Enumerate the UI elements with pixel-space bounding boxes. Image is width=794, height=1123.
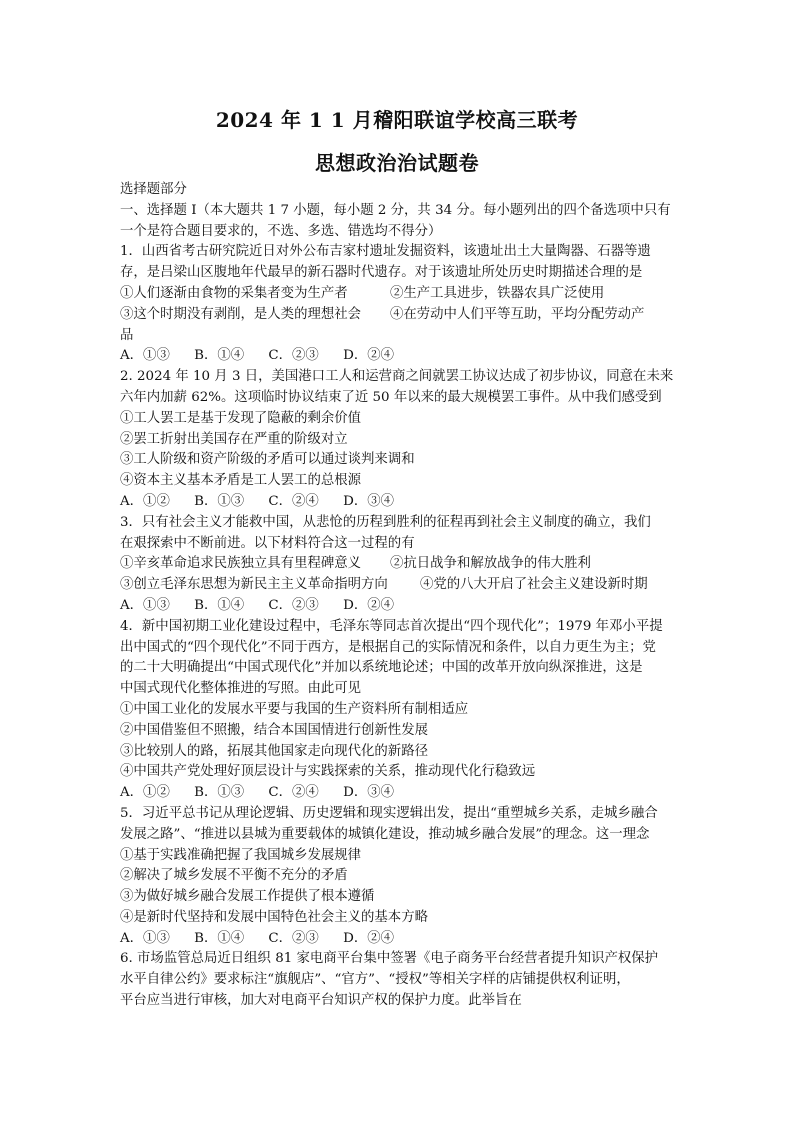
statement-3: ③这个时期没有剥削，是人类的理想社会 (120, 306, 362, 322)
question-stem-line: 平台应当进行审核，加大对电商平台知识产权的保护力度。此举旨在 (120, 993, 522, 1009)
section-part: 选择题部分 (120, 182, 187, 197)
question-1 (120, 242, 680, 367)
exam-title: 2024 年 1 1 月稽阳联谊学校高三联考 (215, 108, 579, 132)
answer-options (120, 596, 680, 617)
statement-1: ①工人罢工是基于发现了隐蔽的剩余价值 (120, 410, 362, 426)
question-stem-line: 3．只有社会主义才能救中国，从悲怆的历程到胜利的征程再到社会主义制度的确立，我们 (120, 514, 651, 530)
statement-2: ②生产工具进步，铁器农具广泛使用 (390, 285, 605, 301)
option-a: A．①③ (120, 930, 170, 946)
option-d: D．②④ (343, 930, 394, 946)
answer-options (120, 492, 680, 513)
question-stem-line: 5．习近平总书记从理论逻辑、历史逻辑和现实逻辑出发，提出“重塑城乡关系，走城乡融合 (120, 805, 658, 821)
option-c: C．②③ (268, 597, 319, 613)
statement-4: ④是新时代坚持和发展中国特色社会主义的基本方略 (120, 909, 428, 925)
statement-3: ③比较别人的路，拓展其他国家走向现代化的新路径 (120, 743, 428, 759)
option-b: B．①③ (194, 493, 245, 509)
statement-2: ②罢工折射出美国存在严重的阶级对立 (120, 431, 348, 447)
statement-3: ③为做好城乡融合发展工作提供了根本遵循 (120, 889, 375, 905)
question-stem-line: 1．山西省考古研究院近日对外公布吉家村遗址发掘资料，该遗址出土大量陶器、石器等遗 (120, 244, 651, 260)
option-b: B．①③ (194, 785, 245, 801)
statement-4: ④中国共产党处理好顶层设计与实践探索的关系，推动现代化行稳致远 (120, 764, 536, 780)
statement-row (120, 305, 680, 326)
answer-options (120, 929, 680, 950)
question-stem-line: 4．新中国初期工业化建设过程中，毛泽东等同志首次提出“四个现代化”；1979 年邓小平提 (120, 618, 663, 634)
statement-1: ①中国工业化的发展水平要与我国的生产资料所有制相适应 (120, 701, 469, 717)
question-stem-line: 存，是吕梁山区腹地年代最早的新石器时代遗存。对于该遗址所处历史时期描述合理的是 (120, 265, 643, 281)
statement-row (120, 284, 680, 305)
question-2 (120, 367, 680, 513)
question-stem-line: 6. 市场监管总局近日组织 81 家电商平台集中签署《电子商务平台经营者提升知识产权保护 (120, 951, 659, 967)
statement-2: ②中国借鉴但不照搬，结合本国国情进行创新性发展 (120, 722, 428, 738)
option-d: D．③④ (343, 785, 394, 801)
option-b: B．①④ (194, 597, 245, 613)
exam-body (120, 180, 680, 1012)
statement-2: ②抗日战争和解放战争的伟大胜利 (390, 556, 591, 572)
statement-1: ①辛亥革命追求民族独立具有里程碑意义 (120, 556, 362, 572)
statement-4: ④资本主义基本矛盾是工人罢工的总根源 (120, 473, 362, 489)
section-instruction-2: 一个是符合题目要求的，不选、多选、错选均不得分） (120, 223, 442, 239)
statement-4: ④在劳动中人们平等互助，平均分配劳动产 (390, 306, 645, 322)
option-d: D．③④ (343, 493, 394, 509)
question-stem-line: 2. 2024 年 10 月 3 日，美国港口工人和运营商之间就罢工协议达成了初步协议，同意在未来 (120, 369, 674, 385)
statement-4-continued: 品 (120, 327, 134, 343)
question-stem-line: 发展之路”、“推进以县城为重要载体的城镇化建设，推动城乡融合发展”的理念。这一理念 (120, 826, 650, 842)
option-d: D．②④ (343, 597, 394, 613)
question-6 (120, 949, 680, 1011)
option-d: D．②④ (343, 348, 394, 364)
question-stem-line: 在艰探索中不断前进。以下材料符合这一过程的有 (120, 535, 415, 551)
statement-3: ③工人阶级和资产阶级的矛盾可以通过谈判来调和 (120, 452, 415, 468)
question-stem-line: 中国式现代化整体推进的写照。由此可见 (120, 681, 362, 697)
question-stem-line: 六年内加薪 62%。这项临时协议结束了近 50 年以来的最大规模罢工事件。从中我们感受到 (120, 389, 662, 405)
option-a: A．①② (120, 785, 170, 801)
option-b: B．①④ (194, 930, 245, 946)
question-3 (120, 513, 680, 617)
exam-subtitle: 思想政治治试题卷 (315, 151, 479, 175)
option-c: C．②④ (268, 785, 319, 801)
question-stem-line: 的二十大明确提出“中国式现代化”并加以系统地论述；中国的改革开放向纵深推进，这是 (120, 660, 643, 676)
question-stem-line: 出中国式的“四个现代化”不同于西方，是根据自己的实际情况和条件，以自力更生为主；党 (120, 639, 656, 655)
option-c: C．②③ (268, 348, 319, 364)
option-c: C．②③ (268, 930, 319, 946)
answer-options (120, 783, 680, 804)
statement-2: ②解决了城乡发展不平衡不充分的矛盾 (120, 868, 348, 884)
statement-3: ③创立毛泽东思想为新民主主义革命指明方向 (120, 577, 388, 593)
answer-options (120, 346, 680, 367)
option-a: A．①③ (120, 348, 170, 364)
question-5 (120, 804, 680, 950)
statement-1: ①基于实践准确把握了我国城乡发展规律 (120, 847, 362, 863)
question-4 (120, 617, 680, 804)
statement-1: ①人们逐渐由食物的采集者变为生产者 (120, 285, 348, 301)
question-stem-line: 水平自律公约》要求标注“旗舰店”、“官方”、“授权”等相关字样的店铺提供权利证明， (120, 972, 630, 988)
option-a: A．①③ (120, 597, 170, 613)
option-a: A．①② (120, 493, 170, 509)
statement-4: ④党的八大开启了社会主义建设新时期 (420, 577, 648, 593)
statement-row (120, 575, 680, 596)
section-instruction-1: 一、选择题 I（本大题共 1 7 小题，每小题 2 分，共 34 分。每小题列出的四个备选项中只有 (120, 202, 671, 218)
option-c: C．②④ (268, 493, 319, 509)
option-b: B．①④ (194, 348, 245, 364)
statement-row (120, 554, 680, 575)
